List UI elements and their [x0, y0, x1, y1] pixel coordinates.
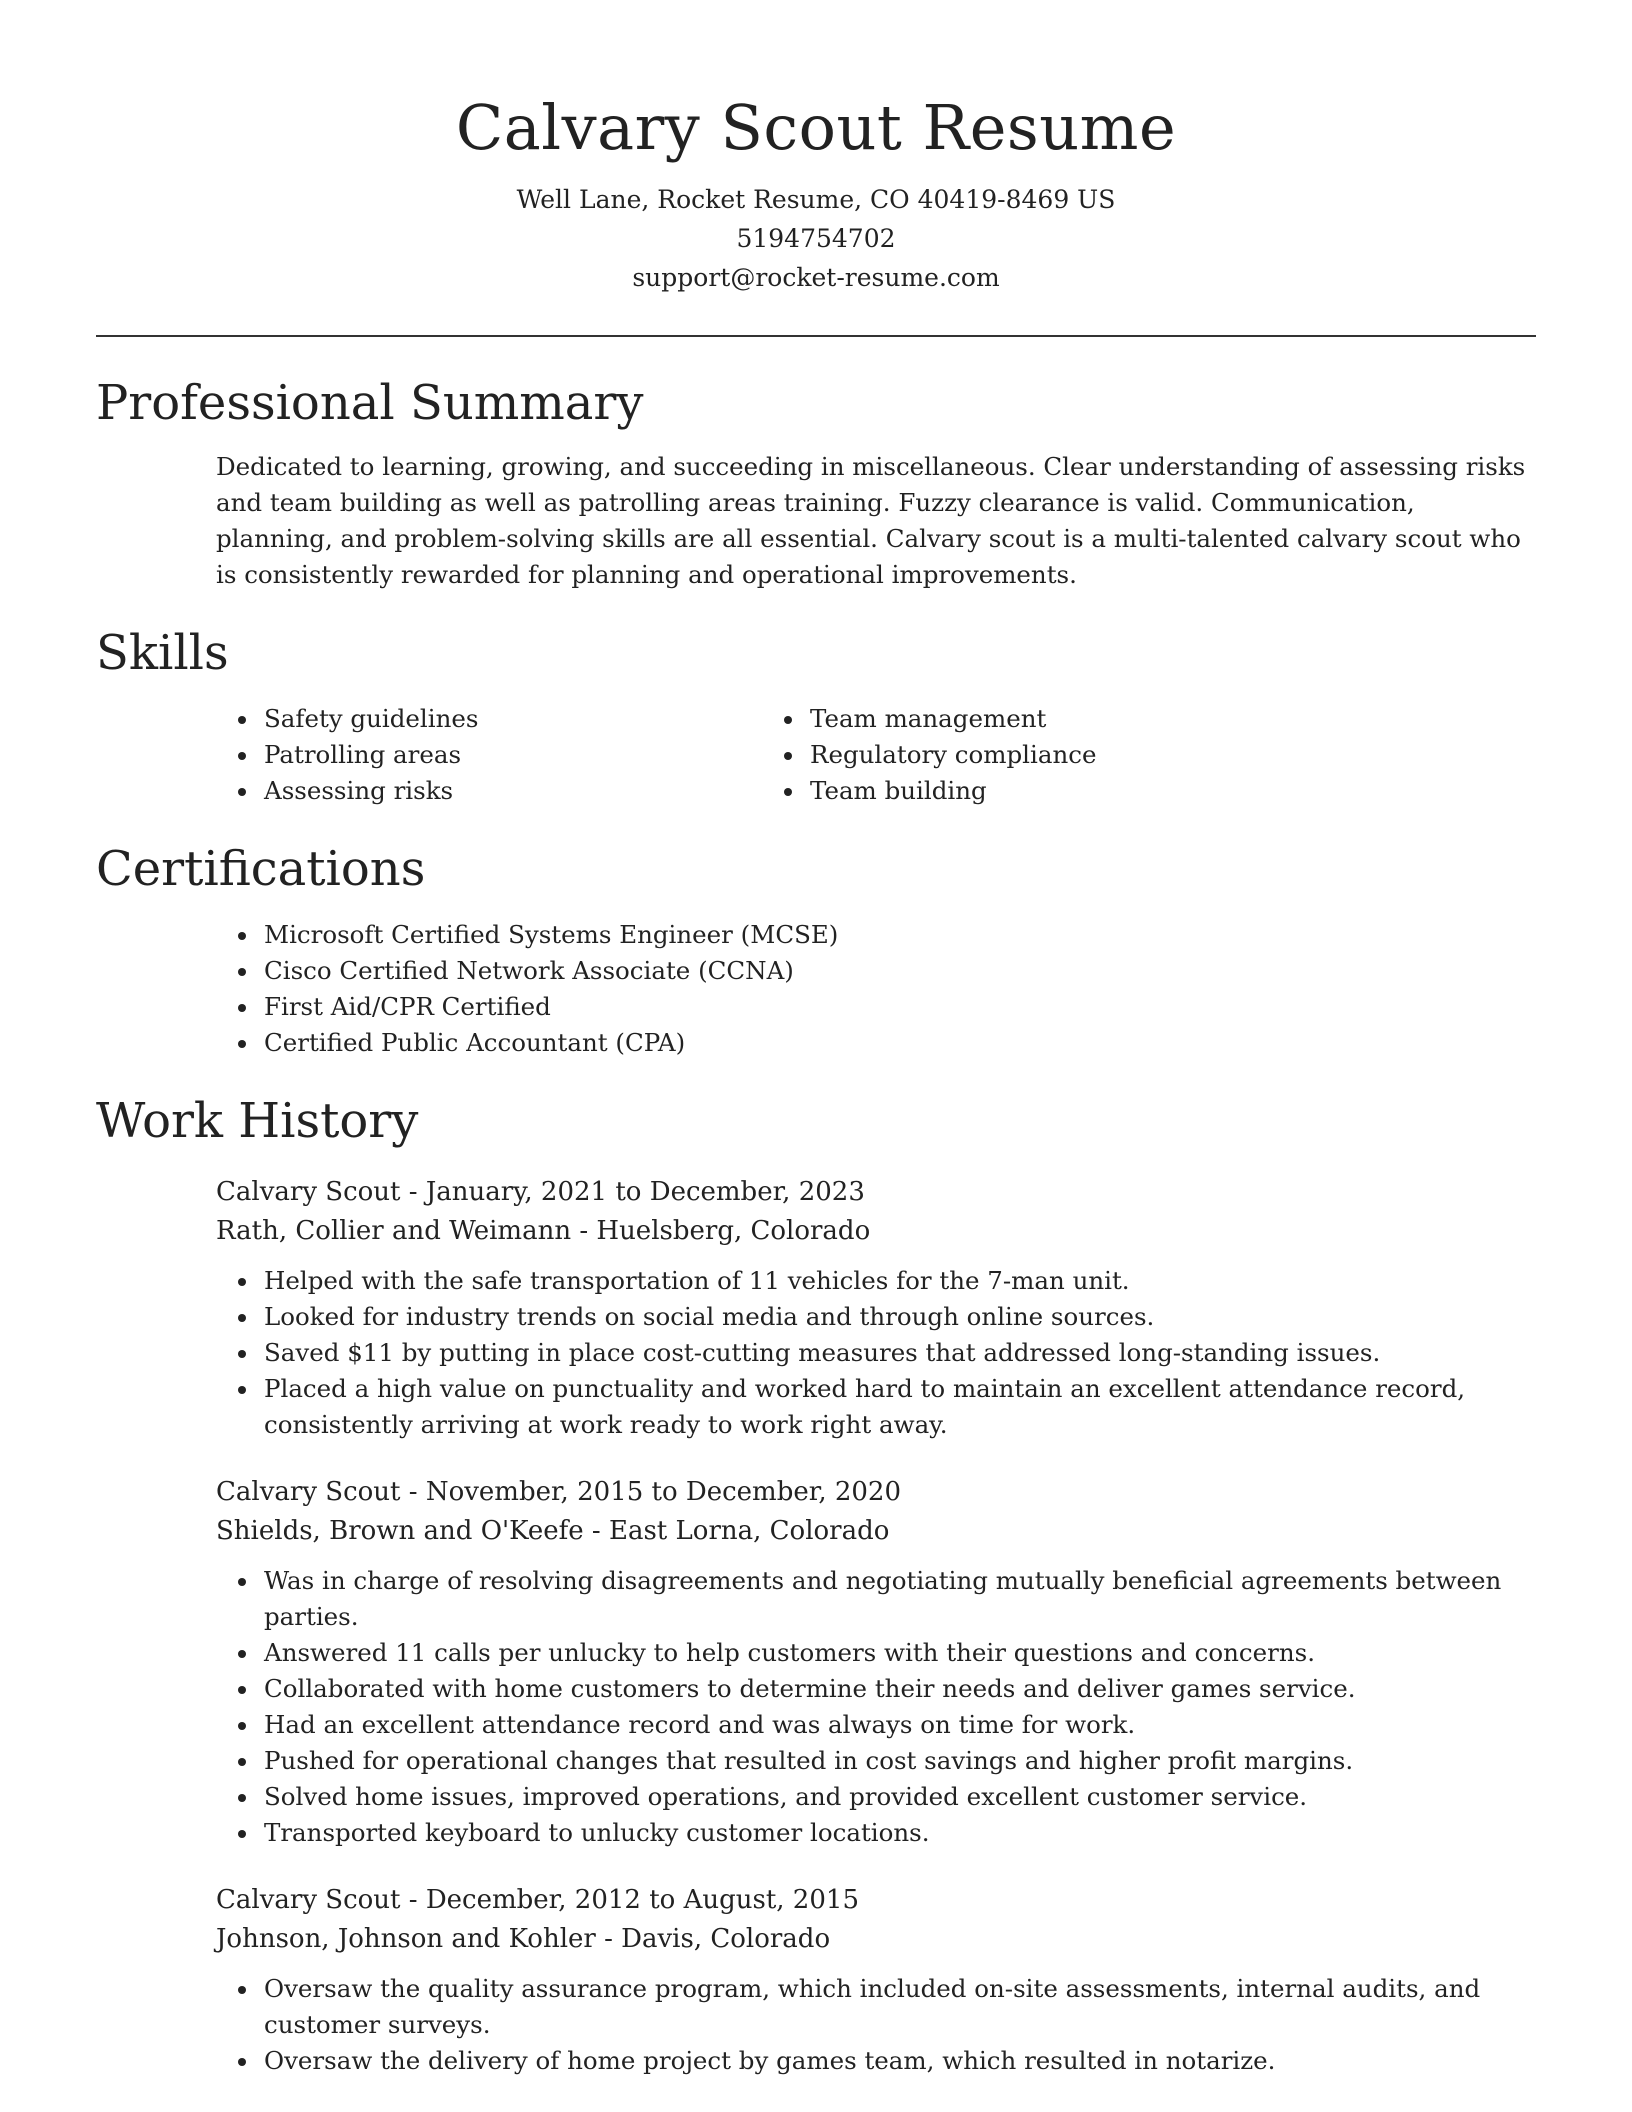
job-title-line: Calvary Scout - December, 2012 to August, 2015	[216, 1885, 859, 1915]
job-bullet: • Solved home issues, improved operations, and provided excellent customer service.	[260, 1779, 1536, 1815]
job-bullet: • Saved $11 by putting in place cost-cutting measures that addressed long-standing issues.	[260, 1335, 1536, 1371]
job-company-line: Rath, Collier and Weimann - Huelsberg, Colorado	[216, 1216, 871, 1246]
contact-block	[96, 180, 1536, 297]
skills-column-1	[96, 701, 746, 809]
job-title-line: Calvary Scout - November, 2015 to December, 2020	[216, 1477, 902, 1507]
job-entry	[96, 1881, 1536, 2079]
work-history-title: Work History	[96, 1093, 419, 1149]
certifications-title: Certifications	[96, 841, 426, 897]
certification-item: • Microsoft Certified Systems Engineer (MCSE)	[260, 917, 1536, 953]
job-bullet: • Had an excellent attendance record and was always on time for work.	[260, 1707, 1536, 1743]
work-history-section	[96, 1091, 1536, 2079]
summary-text: Dedicated to learning, growing, and succeeding in miscellaneous. Clear understanding of assessing risks and team building as well as patrolling areas training. Fuzzy clearance is valid. Communication, planning, and problem-solving skills are all essential. Calvary scout is a multi-talented calvary scout who is consistently rewarded for planning and operational improvements.	[216, 452, 1526, 589]
job-title-line: Calvary Scout - January, 2021 to December, 2023	[216, 1177, 865, 1207]
resume-name: Calvary Scout Resume	[455, 91, 1177, 164]
job-company-line: Johnson, Johnson and Kohler - Davis, Colorado	[216, 1924, 831, 1954]
job-entry	[96, 1173, 1536, 1443]
skill-item: • Regulatory compliance	[806, 737, 1396, 773]
job-company-line: Shields, Brown and O'Keefe - East Lorna, Colorado	[216, 1516, 890, 1546]
certification-item: • Cisco Certified Network Associate (CCNA)	[260, 953, 1536, 989]
job-bullet: • Collaborated with home customers to determine their needs and deliver games service.	[260, 1671, 1536, 1707]
job-bullets	[96, 1263, 1536, 1443]
skill-item: • Assessing risks	[260, 773, 746, 809]
certifications-section	[96, 839, 1536, 1061]
certification-item: • Certified Public Accountant (CPA)	[260, 1025, 1536, 1061]
job-bullets	[96, 1971, 1536, 2079]
job-bullets	[96, 1563, 1536, 1851]
contact-phone: 5194754702	[736, 224, 896, 253]
contact-email: support@rocket-resume.com	[632, 263, 1000, 292]
skill-item: • Safety guidelines	[260, 701, 746, 737]
certifications-list	[96, 917, 1536, 1061]
summary-section	[96, 373, 1536, 593]
job-bullet: • Helped with the safe transportation of 11 vehicles for the 7-man unit.	[260, 1263, 1536, 1299]
job-bullet: • Pushed for operational changes that resulted in cost savings and higher profit margins.	[260, 1743, 1536, 1779]
skills-title: Skills	[96, 625, 229, 681]
skills-section	[96, 623, 1536, 809]
job-bullet: • Oversaw the delivery of home project by games team, which resulted in notarize.	[260, 2043, 1536, 2079]
certification-item: • First Aid/CPR Certified	[260, 989, 1536, 1025]
summary-title: Professional Summary	[96, 375, 644, 431]
resume-header	[96, 0, 1536, 297]
job-bullet: • Oversaw the quality assurance program, which included on-site assessments, internal audits, and customer surveys.	[260, 1971, 1536, 2043]
job-bullet: • Placed a high value on punctuality and worked hard to maintain an excellent attendance record, consistently arriving at work ready to work right away.	[260, 1371, 1536, 1443]
skills-grid	[96, 701, 1536, 809]
job-entry	[96, 1473, 1536, 1851]
skills-column-2	[746, 701, 1396, 809]
skill-item: • Team building	[806, 773, 1396, 809]
skill-item: • Patrolling areas	[260, 737, 746, 773]
skill-item: • Team management	[806, 701, 1396, 737]
job-bullet: • Was in charge of resolving disagreements and negotiating mutually beneficial agreements between parties.	[260, 1563, 1536, 1635]
job-bullet: • Transported keyboard to unlucky customer locations.	[260, 1815, 1536, 1851]
job-bullet: • Looked for industry trends on social media and through online sources.	[260, 1299, 1536, 1335]
header-divider	[96, 335, 1536, 337]
contact-address: Well Lane, Rocket Resume, CO 40419-8469 US	[516, 185, 1116, 214]
job-bullet: • Answered 11 calls per unlucky to help customers with their questions and concerns.	[260, 1635, 1536, 1671]
